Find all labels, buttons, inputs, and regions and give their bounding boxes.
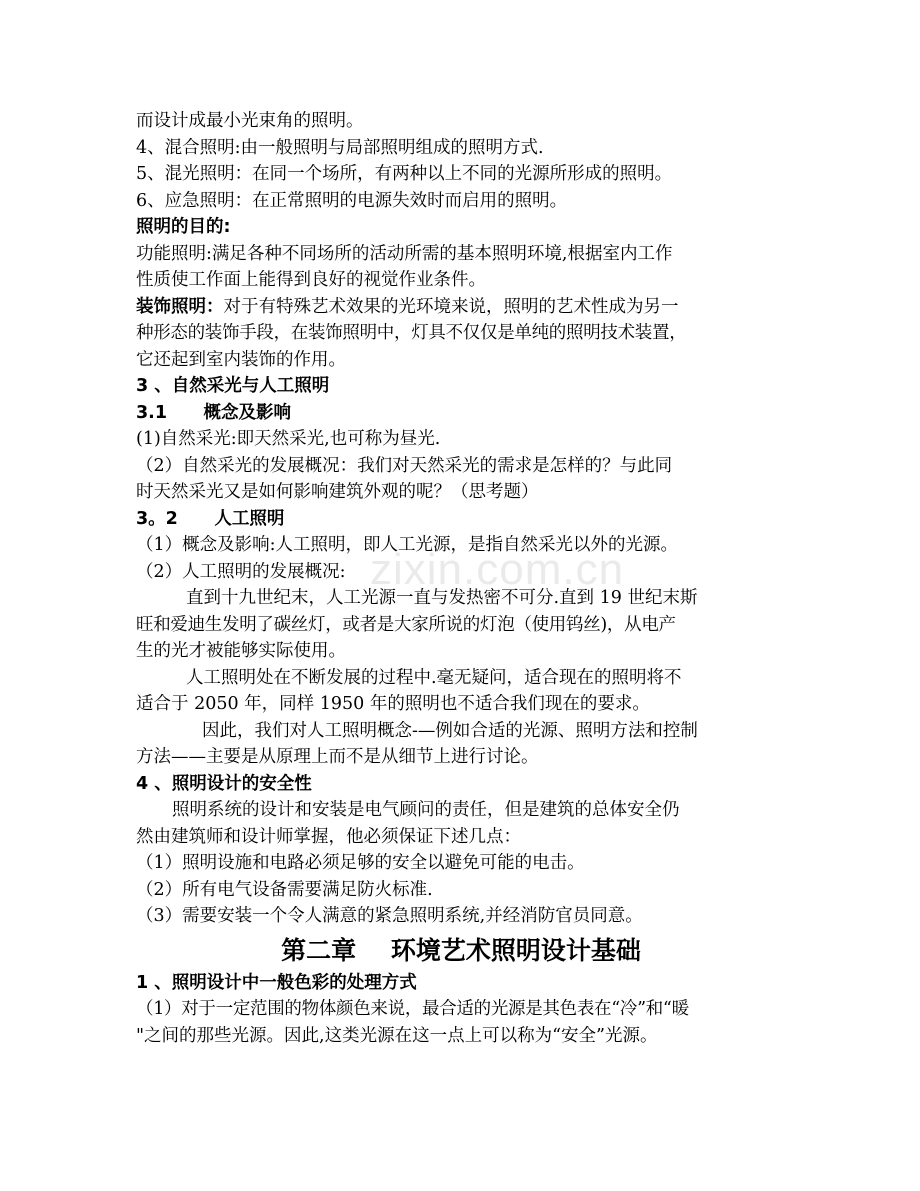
text-line: 功能照明:满足各种不同场所的活动所需的基本照明环境,根据室内工作 [136, 243, 673, 264]
document-page [136, 108, 786, 1049]
text-line: （1）对于一定范围的物体颜色来说，最合适的光源是其色表在“冷”和“暖 [136, 999, 689, 1019]
text-line: （1）概念及影响:人工照明，即人工光源，是指自然采光以外的光源。 [136, 535, 679, 555]
text-line: 因此，我们对人工照明概念-—例如合适的光源、照明方法和控制 [202, 720, 698, 741]
text-line: 种形态的装饰手段，在装饰照明中，灯具不仅仅是单纯的照明技术装置， [136, 323, 687, 343]
text-line: （2）人工照明的发展概况: [136, 561, 346, 582]
text-line: "之间的那些光源。因此,这类光源在这一点上可以称为“安全”光源。 [136, 1025, 658, 1046]
text-line [136, 294, 786, 321]
text-line: 直到十九世纪末，人工光源一直与发热密不可分.直到 19 世纪末斯 [186, 588, 698, 608]
subsection-heading: 3。2 人工照明 [136, 508, 285, 529]
text-line: （1）照明设施和电路必须足够的安全以避免可能的电击。 [136, 853, 585, 873]
text-line: 而设计成最小光束角的照明。 [136, 111, 364, 131]
text-line: 人工照明处在不断发展的过程中.毫无疑问，适合现在的照明将不 [186, 667, 682, 688]
text-line: 5、混光照明：在同一个场所，有两种以上不同的光源所形成的照明。 [136, 164, 673, 184]
inline-text: 对于有特殊艺术效果的光环境来说，照明的艺术性成为另一 [223, 296, 679, 317]
text-line: 生的光才被能够实际使用。 [136, 641, 346, 661]
text-line: 4、混合照明:由一般照明与局部照明组成的照明方式. [136, 137, 544, 158]
text-line: （3）需要安装一个令人满意的紧急照明系统,并经消防官员同意。 [136, 906, 643, 926]
text-line: 它还起到室内装饰的作用。 [136, 349, 346, 370]
text-line: 性质使工作面上能得到良好的视觉作业条件。 [136, 270, 486, 290]
section-heading: 4 、照明设计的安全性 [136, 773, 312, 794]
section-heading: 3 、自然采光与人工照明 [136, 376, 330, 396]
text-line: 方法——主要是从原理上而不是从细节上进行讨论。 [136, 747, 539, 767]
text-line: （2）所有电气设备需要满足防火标准. [136, 879, 433, 900]
text-line: 时天然采光又是如何影响建筑外观的呢？（思考题） [136, 482, 539, 502]
text-line: (1)自然采光:即天然采光,也可称为昼光. [136, 429, 441, 449]
text-line: （2）自然采光的发展概况：我们对天然采光的需求是怎样的？与此同 [136, 455, 673, 476]
text-line: 照明系统的设计和安装是电气顾问的责任，但是建筑的总体安全仍 [172, 800, 680, 820]
text-line: 适合于 2050 年，同样 1950 年的照明也不适合我们现在的要求。 [136, 694, 650, 714]
watermark-text: zixin.com.cn [370, 545, 625, 594]
inline-bold-term: 装饰照明： [136, 296, 224, 317]
subsection-heading: 3.1 概念及影响 [136, 402, 292, 423]
text-line: 然由建筑师和设计师掌握，他必须保证下述几点： [136, 826, 521, 847]
chapter-title: 第二章 环境艺术照明设计基础 [281, 935, 641, 965]
text-line: 6、应急照明：在正常照明的电源失效时而启用的照明。 [136, 190, 568, 211]
text-line: 旺和爱迪生发明了碳丝灯，或者是大家所说的灯泡（使用钨丝)，从电产 [136, 614, 676, 635]
section-heading: 照明的目的: [136, 217, 231, 237]
section-heading: 1 、照明设计中一般色彩的处理方式 [136, 972, 417, 993]
